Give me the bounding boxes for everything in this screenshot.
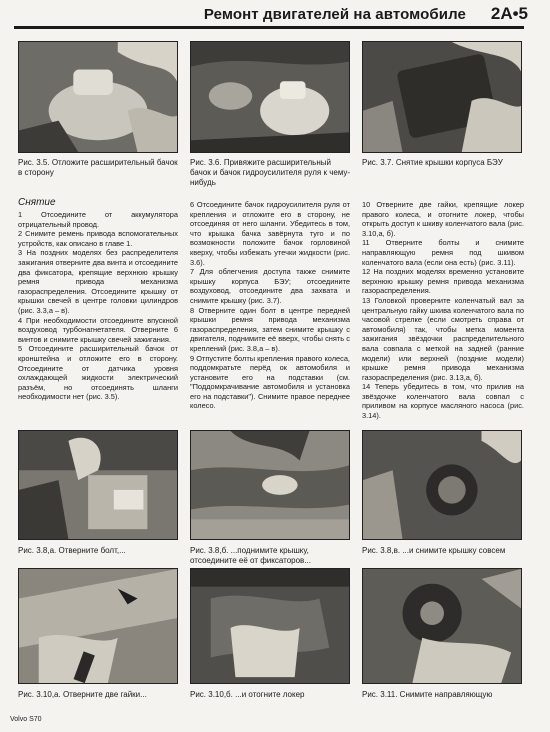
caption-fig-3-8b: Рис. 3.8,б. ...поднимите крышку, отсоедините её от фиксаторов... xyxy=(190,546,311,565)
page-footer: Volvo S70 xyxy=(10,716,42,723)
step-5: 5 Отсоедините расширительный бачок от кронштейна и отложите его в сторону. Отсоедините от датчика уровня охлаждающей жидкости электрический разъём, но отсоединять шланги необходимости нет (рис. 3.5). xyxy=(18,344,178,402)
photo-fig-3-7 xyxy=(362,41,522,153)
photo-fig-3-8c xyxy=(362,430,522,540)
section-title: Снятие xyxy=(18,197,56,208)
step-11: 11 Отверните болты и снимите направляющую ремня под шкивом коленчатого вала (если она есть) (рис. 3.11). xyxy=(362,238,524,267)
step-9: 9 Отпустите болты крепления правого колеса, поддомкратьте перёд ок автомобиля и установите его на подставки (см. "Поддомкрачивание автомобиля и установка его на подставки"). Снимите правое переднее колесо. xyxy=(190,353,350,411)
text-column-1 xyxy=(18,196,178,402)
caption-fig-3-10b: Рис. 3.10,б. ...и отогните локер xyxy=(190,690,305,699)
photo-fig-3-11 xyxy=(362,568,522,684)
chapter-number: 2A•5 xyxy=(490,4,528,23)
step-14: 14 Теперь убедитесь в том, что прилив на звёздочке коленчатого вала совпал с приливом на корпусе масляного насоса (рис. 3.14). xyxy=(362,382,524,421)
step-12: 12 На поздних моделях временно установите верхнюю крышку ремня привода механизма газораспределения. xyxy=(362,267,524,296)
step-13: 13 Головкой проверните коленчатый вал за центральную гайку шкива коленчатого вала по часовой стрелке (если смотреть справа от автомобиля) так, чтобы метка момента зажигания звёздочки распределительного вала совпала с меткой на задней (ранние модели) или верхней (поздние модели) крышке ремня привода механизма газораспределения (рис. 3.13,а, б). xyxy=(362,295,524,382)
caption-fig-3-7: Рис. 3.7. Снятие крышки корпуса БЭУ xyxy=(362,158,503,167)
step-3: 3 На поздних моделях без распределителя зажигания отверните два винта и отсоедините два фиксатора, крепящие верхнюю крышку ремня привода механизма газораспределения. Отсоедините крышку от крышки свечей в центре головки цилиндров (рис. 3.3,а – в). xyxy=(18,248,178,315)
photo-fig-3-8a xyxy=(18,430,178,540)
step-4: 4 При необходимости отсоедините впускной воздуховод турбонагнетателя. Отверните 6 винтов и снимите крышку свечей зажигания. xyxy=(18,315,178,344)
photo-fig-3-10b xyxy=(190,568,350,684)
caption-fig-3-5: Рис. 3.5. Отложите расширительный бачок в сторону xyxy=(18,158,178,177)
caption-fig-3-6: Рис. 3.6. Привяжите расширительный бачок и бачок гидроусилителя руля к чему-нибудь xyxy=(190,158,351,187)
text-column-3 xyxy=(362,200,524,421)
photo-fig-3-8b xyxy=(190,430,350,540)
text-column-2 xyxy=(190,200,350,411)
page-header xyxy=(0,0,550,30)
photo-fig-3-5 xyxy=(18,41,178,153)
caption-fig-3-8c: Рис. 3.8,в. ...и снимите крышку совсем xyxy=(362,546,506,555)
header-rule xyxy=(14,26,524,29)
step-1: 1 Отсоедините от аккумулятора отрицательный провод. xyxy=(18,210,178,229)
photo-fig-3-6 xyxy=(190,41,350,153)
step-10: 10 Отверните две гайки, крепящие локер правого колеса, и отогните локер, чтобы открыть доступ к шкиву коленчатого вала (рис. 3.10,а, б). xyxy=(362,200,524,238)
photo-fig-3-10a xyxy=(18,568,178,684)
step-8: 8 Отверните один болт в центре передней крышки ремня привода механизма газораспределения, затем снимите крышку с двигателя, поднимите её вверх, чтобы снять с креплений (рис. 3.8,а – в). xyxy=(190,305,350,353)
step-6: 6 Отсоедините бачок гидроусилителя руля от крепления и отложите его в сторону, не отсоединяя от него шланги. Убедитесь в том, что крышка бачка завёрнута туго и по возможности положите бачок горловиной кверху, чтобы избежать утечки жидкости (рис. 3.6). xyxy=(190,200,350,267)
caption-fig-3-8a: Рис. 3.8,а. Отверните болт,... xyxy=(18,546,126,555)
page-title: Ремонт двигателей на автомобиле xyxy=(203,6,466,23)
step-7: 7 Для облегчения доступа также снимите крышку корпуса БЭУ; отсоедините воздуховод, отсоедините два захвата и снимите крышку (рис. 3.7). xyxy=(190,267,350,305)
step-2: 2 Снимите ремень привода вспомогательных устройств, как описано в главе 1. xyxy=(18,229,178,248)
caption-fig-3-11: Рис. 3.11. Снимите направляющую xyxy=(362,690,493,699)
caption-fig-3-10a: Рис. 3.10,а. Отверните две гайки... xyxy=(18,690,147,699)
